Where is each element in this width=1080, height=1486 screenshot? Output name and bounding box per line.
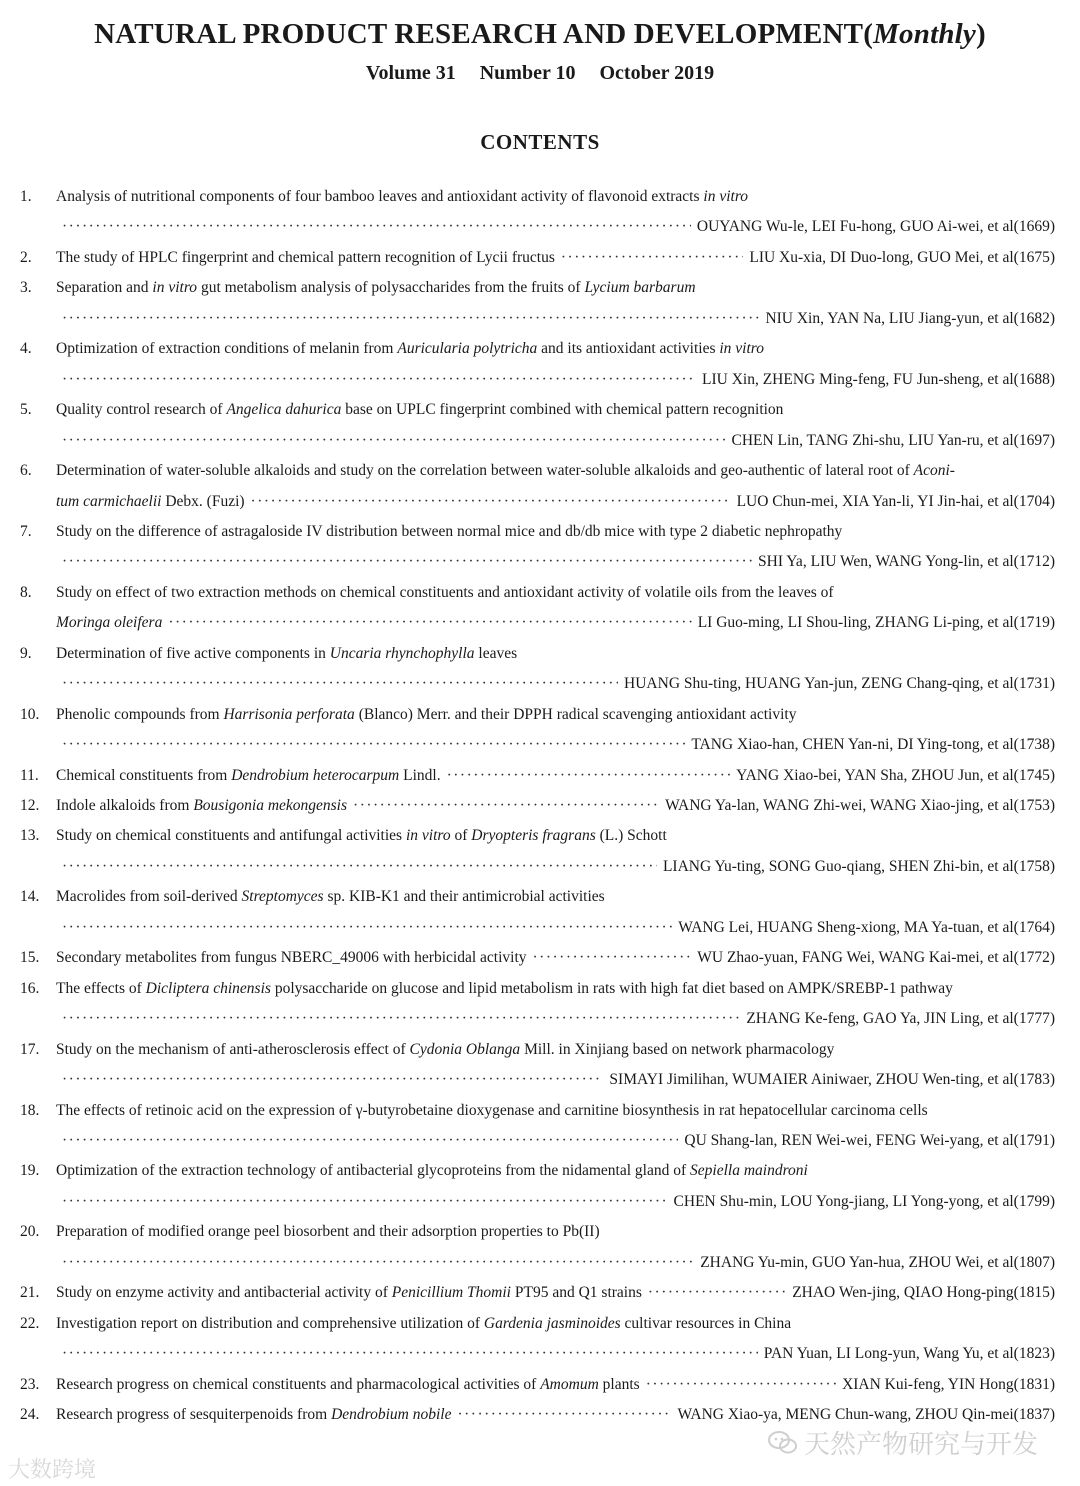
toc-entry-author-line bbox=[0, 369, 1080, 391]
dot-leader bbox=[62, 430, 725, 452]
toc-entry-title-line bbox=[0, 1221, 1080, 1243]
toc-entry-author-line bbox=[0, 216, 1080, 238]
toc-entry-author-line bbox=[0, 1191, 1080, 1213]
watermark-left: 大数跨境 bbox=[8, 1458, 97, 1483]
entry-authors-page: TANG Xiao-han, CHEN Yan-ni, DI Ying-tong, et al(1738) bbox=[691, 736, 1055, 754]
entry-title bbox=[56, 1221, 600, 1243]
entry-number: 12. bbox=[20, 797, 40, 814]
entry-title-text: Separation and bbox=[56, 279, 153, 297]
entry-title-text: Research progress of sesquiterpenoids from bbox=[56, 1406, 332, 1423]
dot-leader bbox=[62, 856, 657, 878]
entry-title-italic: Angelica dahurica bbox=[226, 401, 342, 419]
issue-number: Number 10 bbox=[479, 62, 576, 84]
entry-title-italic: Bousigonia mekongensis bbox=[193, 797, 348, 814]
entry-title-text: Phenolic compounds from bbox=[56, 705, 224, 723]
toc-entry-author-line bbox=[0, 917, 1080, 939]
entry-title-text: Macrolides from soil-derived bbox=[56, 888, 242, 906]
entry-title-text: Mill. in Xinjiang based on network pharmacology bbox=[520, 1040, 835, 1058]
entry-title-italic: in vitro bbox=[719, 340, 765, 358]
entry-title bbox=[56, 978, 953, 1000]
dot-leader bbox=[62, 1252, 694, 1274]
toc-entry-title-line bbox=[0, 643, 1080, 665]
entry-number: 20. bbox=[20, 1223, 40, 1241]
entry-title-text: Chemical constituents from bbox=[56, 766, 232, 784]
entry-title-italic: Lycium barbarum bbox=[584, 279, 696, 297]
entry-title-text: sp. KIB-K1 and their antimicrobial activities bbox=[323, 888, 605, 906]
entry-authors-page: WANG Ya-lan, WANG Zhi-wei, WANG Xiao-jing, et al(1753) bbox=[665, 797, 1055, 814]
entry-title-italic: in vitro bbox=[703, 188, 749, 205]
toc-entry-author-line bbox=[0, 612, 1080, 634]
entry-title-italic: Cydonia Oblanga bbox=[409, 1040, 521, 1058]
entry-authors-page: CHEN Lin, TANG Zhi-shu, LIU Yan-ru, et al(1697) bbox=[731, 431, 1055, 449]
toc-entry-title-line bbox=[0, 460, 1080, 482]
entry-number: 17. bbox=[20, 1040, 40, 1058]
toc-entry-author-line bbox=[0, 247, 1080, 269]
entry-title bbox=[56, 521, 842, 543]
watermark-right-text: 天然产物研究与开发 bbox=[804, 1430, 1039, 1460]
entry-title-italic: Dryopteris fragrans bbox=[471, 827, 596, 845]
entry-title-italic: Aconi- bbox=[913, 462, 955, 480]
toc-entry-author-line bbox=[0, 551, 1080, 573]
entry-title-italic: in vitro bbox=[152, 279, 198, 297]
entry-title-italic: Penicillium Thomii bbox=[391, 1284, 511, 1302]
journal-title: NATURAL PRODUCT RESEARCH AND DEVELOPMENT bbox=[94, 18, 864, 50]
entry-authors-page: ZHANG Ke-feng, GAO Ya, JIN Ling, et al(1777) bbox=[746, 1010, 1055, 1028]
entry-authors-page: NIU Xin, YAN Na, LIU Jiang-yun, et al(1682) bbox=[765, 309, 1055, 327]
entry-title-text: cultivar resources in China bbox=[620, 1314, 792, 1332]
entry-number: 19. bbox=[20, 1162, 40, 1180]
watermark-right bbox=[768, 1424, 1038, 1461]
entry-title-text: Research progress on chemical constituents and pharmacological activities of bbox=[56, 1375, 541, 1393]
toc-entry-author-line bbox=[0, 1008, 1080, 1030]
dot-leader bbox=[648, 1282, 786, 1304]
toc-entry-author-line bbox=[0, 1374, 1080, 1396]
toc-entry-author-line bbox=[0, 308, 1080, 330]
entry-authors-page: ZHAO Wen-jing, QIAO Hong-ping(1815) bbox=[792, 1284, 1055, 1302]
entry-title-text: Quality control research of bbox=[56, 401, 227, 419]
dot-leader bbox=[62, 551, 752, 573]
wechat-icon bbox=[768, 1431, 798, 1455]
dot-leader bbox=[62, 308, 759, 330]
entry-number: 22. bbox=[20, 1314, 40, 1332]
entry-number: 24. bbox=[20, 1406, 40, 1423]
entry-authors-page: LIU Xin, ZHENG Ming-feng, FU Jun-sheng, et al(1688) bbox=[702, 370, 1055, 388]
dot-leader bbox=[62, 917, 672, 939]
entry-title bbox=[56, 765, 447, 787]
entry-number: 5. bbox=[20, 401, 32, 419]
dot-leader bbox=[457, 1404, 671, 1426]
dot-leader bbox=[561, 247, 743, 269]
entry-number: 10. bbox=[20, 705, 40, 723]
entry-title bbox=[56, 1404, 457, 1426]
entry-title bbox=[56, 399, 783, 421]
journal-frequency: Monthly bbox=[873, 18, 976, 50]
toc-entry-author-line bbox=[0, 430, 1080, 452]
contents-heading: CONTENTS bbox=[480, 130, 600, 154]
entry-title bbox=[56, 582, 834, 604]
entry-title-text: Indole alkaloids from bbox=[56, 797, 194, 814]
toc-entry-author-line bbox=[0, 947, 1080, 969]
entry-authors-page: WANG Lei, HUANG Sheng-xiong, MA Ya-tuan, et al(1764) bbox=[678, 918, 1055, 936]
toc-entry-author-line bbox=[0, 1130, 1080, 1152]
entry-title-text: Debx. (Fuzi) bbox=[161, 492, 245, 510]
entry-title-text: Optimization of the extraction technology of antibacterial glycoproteins from the nidamental gland of bbox=[56, 1162, 691, 1180]
entry-title-italic: Auricularia polytricha bbox=[397, 340, 538, 358]
entry-title bbox=[56, 247, 561, 269]
entry-title-text: of bbox=[450, 827, 472, 845]
entry-title bbox=[56, 1282, 648, 1304]
entry-title-text: Determination of five active components in bbox=[56, 644, 330, 662]
entry-title-italic: Dicliptera chinensis bbox=[145, 979, 271, 997]
entry-authors-page: OUYANG Wu-le, LEI Fu-hong, GUO Ai-wei, et al(1669) bbox=[696, 218, 1055, 236]
entry-title-text: base on UPLC fingerprint combined with chemical pattern recognition bbox=[341, 401, 784, 419]
entry-title-text: Study on enzyme activity and antibacterial activity of bbox=[56, 1284, 392, 1302]
entry-title bbox=[56, 1374, 646, 1396]
frequency-open: ( bbox=[863, 18, 874, 50]
entry-authors-page: SIMAYI Jimilihan, WUMAIER Ainiwaer, ZHOU Wen-ting, et al(1783) bbox=[609, 1071, 1055, 1088]
entry-title bbox=[56, 338, 764, 360]
entry-title-italic: Dendrobium nobile bbox=[331, 1406, 452, 1423]
dot-leader bbox=[62, 1069, 603, 1091]
entry-title-italic: Gardenia jasminoides bbox=[483, 1314, 621, 1332]
toc-entry-title-line bbox=[0, 277, 1080, 299]
toc-entry-title-line bbox=[0, 521, 1080, 543]
dot-leader bbox=[168, 612, 691, 634]
entry-title-text: and its antioxidant activities bbox=[537, 340, 720, 358]
toc-entry-title-line bbox=[0, 186, 1080, 208]
entry-authors-page: QU Shang-lan, REN Wei-wei, FENG Wei-yang, et al(1791) bbox=[684, 1131, 1055, 1149]
entry-authors-page: ZHANG Yu-min, GUO Yan-hua, ZHOU Wei, et al(1807) bbox=[700, 1253, 1055, 1271]
dot-leader bbox=[62, 1130, 678, 1152]
entry-title-italic: Uncaria rhynchophylla bbox=[329, 644, 475, 662]
issue-info bbox=[0, 62, 1080, 85]
dot-leader bbox=[62, 216, 691, 238]
entry-number: 13. bbox=[20, 827, 40, 845]
toc-entry-author-line bbox=[0, 765, 1080, 787]
entry-title-text: The effects of bbox=[56, 979, 146, 997]
dot-leader bbox=[62, 369, 696, 391]
entry-number: 7. bbox=[20, 523, 32, 540]
entry-title-text: Study on the difference of astragaloside IV distribution between normal mice and db/db mice with type 2 diabetic nephropathy bbox=[56, 523, 843, 540]
entry-title-italic: in vitro bbox=[405, 827, 451, 845]
entry-number: 3. bbox=[20, 279, 32, 297]
entry-authors-page: SHI Ya, LIU Wen, WANG Yong-lin, et al(1712) bbox=[758, 553, 1055, 571]
entry-authors-page: LIANG Yu-ting, SONG Guo-qiang, SHEN Zhi-bin, et al(1758) bbox=[662, 857, 1055, 875]
entry-authors-page: YANG Xiao-bei, YAN Sha, ZHOU Jun, et al(1745) bbox=[736, 766, 1055, 784]
entry-number: 4. bbox=[20, 340, 32, 358]
entry-authors-page: LIU Xu-xia, DI Duo-long, GUO Mei, et al(1675) bbox=[749, 248, 1055, 266]
toc-entry-author-line bbox=[0, 795, 1080, 817]
entry-authors-page: LUO Chun-mei, XIA Yan-li, YI Jin-hai, et al(1704) bbox=[736, 492, 1055, 510]
entry-authors-page: LI Guo-ming, LI Shou-ling, ZHANG Li-ping, et al(1719) bbox=[697, 614, 1055, 632]
entry-title bbox=[56, 1160, 808, 1182]
entry-title-italic: Dendrobium heterocarpum bbox=[231, 766, 400, 784]
entry-title-italic: Amomum bbox=[540, 1375, 599, 1393]
dot-leader bbox=[62, 734, 685, 756]
toc-entry-title-line bbox=[0, 825, 1080, 847]
entry-number: 16. bbox=[20, 979, 40, 997]
entry-authors-page: WANG Xiao-ya, MENG Chun-wang, ZHOU Qin-mei(1837) bbox=[677, 1406, 1055, 1423]
toc-entry-author-line bbox=[0, 734, 1080, 756]
entry-number: 2. bbox=[20, 248, 32, 266]
entry-number: 8. bbox=[20, 583, 32, 601]
entry-title-text: Study on effect of two extraction methods on chemical constituents and antioxidant activity of volatile oils from the leaves of bbox=[56, 583, 834, 601]
toc-entry-author-line bbox=[0, 856, 1080, 878]
entry-number: 9. bbox=[20, 644, 32, 662]
entry-title-text: Optimization of extraction conditions of melanin from bbox=[56, 340, 398, 358]
toc-entry-title-line bbox=[0, 1313, 1080, 1335]
toc-entry-author-line bbox=[0, 1252, 1080, 1274]
dot-leader bbox=[62, 1191, 668, 1213]
entry-title-text: plants bbox=[598, 1375, 640, 1393]
entry-number: 23. bbox=[20, 1375, 40, 1393]
entry-title bbox=[56, 825, 667, 847]
entry-authors-page: PAN Yuan, LI Long-yun, Wang Yu, et al(1823) bbox=[763, 1345, 1055, 1363]
dot-leader bbox=[62, 1008, 740, 1030]
journal-title-line bbox=[0, 18, 1080, 51]
toc-entry-author-line bbox=[0, 491, 1080, 513]
entry-title bbox=[56, 1039, 834, 1061]
entry-title-text: (Blanco) Merr. and their DPPH radical scavenging antioxidant activity bbox=[354, 705, 797, 723]
entry-title-text: Secondary metabolites from fungus NBERC_49006 with herbicidal activity bbox=[56, 949, 527, 967]
entry-number: 1. bbox=[20, 188, 32, 205]
entry-title bbox=[56, 1100, 928, 1122]
toc-entry-title-line bbox=[0, 399, 1080, 421]
dot-leader bbox=[533, 947, 692, 969]
entry-title bbox=[56, 643, 517, 665]
entry-title-text: The study of HPLC fingerprint and chemical pattern recognition of Lycii fructus bbox=[56, 248, 555, 266]
entry-title bbox=[56, 491, 251, 513]
entry-title-text: Preparation of modified orange peel biosorbent and their adsorption properties to Pb(II) bbox=[56, 1223, 600, 1241]
issue-date: October 2019 bbox=[599, 62, 715, 84]
entry-title-text: Analysis of nutritional components of four bamboo leaves and antioxidant activity of flavonoid extracts bbox=[56, 188, 704, 205]
entry-authors-page: WU Zhao-yuan, FANG Wei, WANG Kai-mei, et al(1772) bbox=[697, 949, 1055, 967]
entry-title-italic: Streptomyces bbox=[241, 888, 324, 906]
entry-title-text: Lindl. bbox=[399, 766, 441, 784]
entry-title-text: PT95 and Q1 strains bbox=[511, 1284, 642, 1302]
toc-entry-title-line bbox=[0, 1039, 1080, 1061]
entry-title bbox=[56, 704, 796, 726]
entry-number: 11. bbox=[20, 766, 39, 784]
entry-title-text: gut metabolism analysis of polysaccharides from the fruits of bbox=[197, 279, 585, 297]
entry-title-italic: Harrisonia perforata bbox=[223, 705, 355, 723]
entry-authors-page: XIAN Kui-feng, YIN Hong(1831) bbox=[842, 1375, 1055, 1393]
entry-title bbox=[56, 612, 168, 634]
entry-title bbox=[56, 795, 353, 817]
entry-authors-page: CHEN Shu-min, LOU Yong-jiang, LI Yong-yong, et al(1799) bbox=[673, 1192, 1055, 1210]
entry-number: 14. bbox=[20, 888, 40, 906]
toc-entry-title-line bbox=[0, 1100, 1080, 1122]
entry-number: 21. bbox=[20, 1284, 40, 1302]
entry-title-text: (L.) Schott bbox=[595, 827, 667, 845]
entry-title bbox=[56, 1313, 791, 1335]
entry-number: 15. bbox=[20, 949, 40, 967]
entry-title bbox=[56, 460, 955, 482]
entry-title bbox=[56, 186, 748, 208]
toc-entry-author-line bbox=[0, 673, 1080, 695]
entry-title bbox=[56, 886, 605, 908]
entry-title-italic: Sepiella maindroni bbox=[690, 1162, 808, 1180]
toc-entry-title-line bbox=[0, 886, 1080, 908]
entry-authors-page: HUANG Shu-ting, HUANG Yan-jun, ZENG Chang-qing, et al(1731) bbox=[624, 675, 1055, 693]
toc-entry-title-line bbox=[0, 582, 1080, 604]
entry-title-text: Investigation report on distribution and comprehensive utilization of bbox=[56, 1314, 484, 1332]
toc-entry-author-line bbox=[0, 1069, 1080, 1091]
dot-leader bbox=[646, 1374, 836, 1396]
frequency-close: ) bbox=[976, 18, 986, 50]
entry-title-text: leaves bbox=[474, 644, 518, 662]
entry-title-italic: tum carmichaelii bbox=[56, 492, 162, 510]
toc-entry-title-line bbox=[0, 704, 1080, 726]
toc-entry-author-line bbox=[0, 1343, 1080, 1365]
issue-volume: Volume 31 bbox=[365, 62, 456, 84]
toc-entry-title-line bbox=[0, 338, 1080, 360]
entry-title-text: Study on chemical constituents and antifungal activities bbox=[56, 827, 406, 845]
entry-number: 6. bbox=[20, 462, 32, 480]
dot-leader bbox=[447, 765, 731, 787]
toc-entry-author-line bbox=[0, 1404, 1080, 1426]
entry-title-text: Determination of water-soluble alkaloids and study on the correlation between water-soluble alkaloids and geo-authentic of lateral root of bbox=[56, 462, 914, 480]
entry-title-italic: Moringa oleifera bbox=[56, 614, 163, 632]
dot-leader bbox=[251, 491, 731, 513]
toc-entry-author-line bbox=[0, 1282, 1080, 1304]
dot-leader bbox=[62, 673, 618, 695]
entry-title-text: The effects of retinoic acid on the expression of γ-butyrobetaine dioxygenase and carnitine biosynthesis in rat hepatocellular carcinoma cells bbox=[56, 1101, 928, 1119]
entry-number: 18. bbox=[20, 1101, 40, 1119]
toc-entry-title-line bbox=[0, 978, 1080, 1000]
toc-entry-title-line bbox=[0, 1160, 1080, 1182]
dot-leader bbox=[353, 795, 659, 817]
dot-leader bbox=[62, 1343, 758, 1365]
entry-title bbox=[56, 947, 533, 969]
entry-title-text: polysaccharide on glucose and lipid metabolism in rats with high fat diet based on AMPK/SREBP-1 pathway bbox=[270, 979, 953, 997]
entry-title bbox=[56, 277, 696, 299]
entry-title-text: Study on the mechanism of anti-atherosclerosis effect of bbox=[56, 1040, 410, 1058]
